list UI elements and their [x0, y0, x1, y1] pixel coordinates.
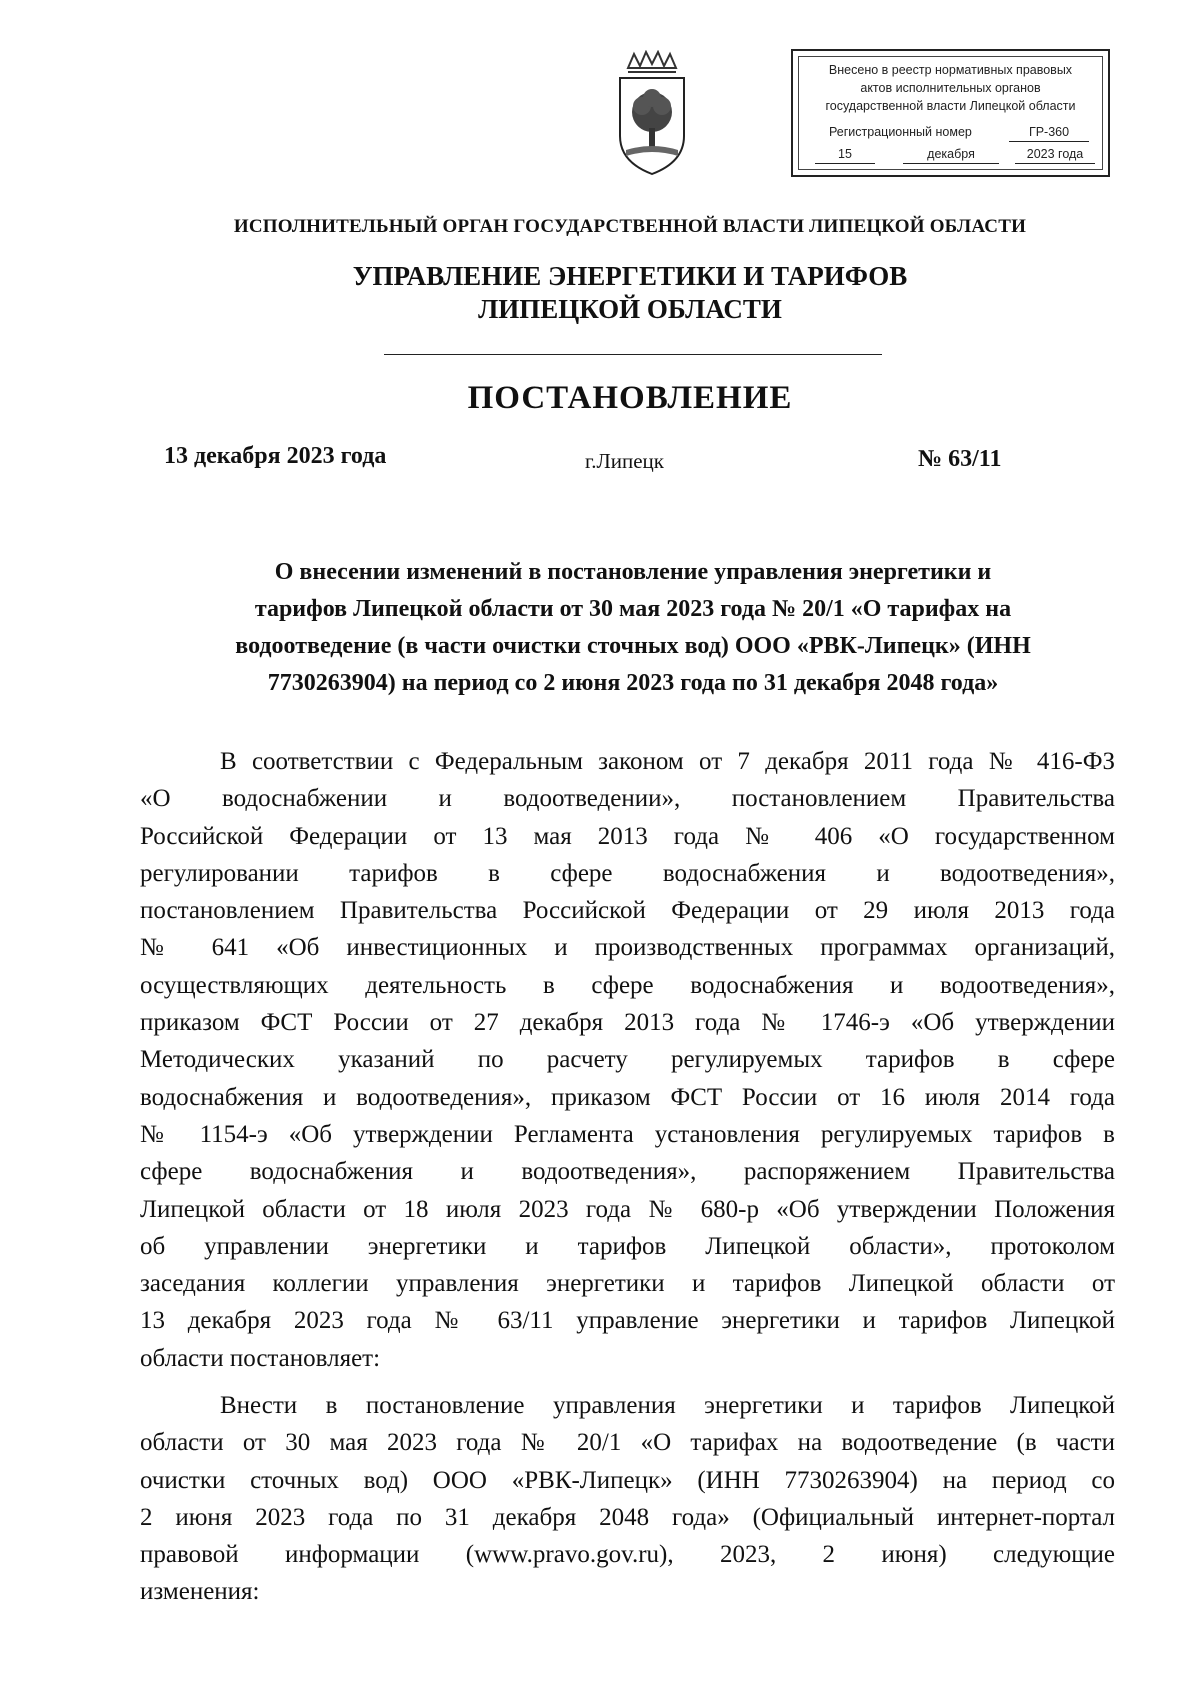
body-paragraph-1	[140, 743, 1115, 1377]
body-line: очистки сточных вод) ООО «РВК-Липецк» (ИНН 7730263904) на период со	[140, 1466, 1115, 1494]
header-divider	[384, 354, 882, 355]
stamp-line-1: Внесено в реестр нормативных правовых	[828, 63, 1073, 77]
body-paragraph-2	[140, 1387, 1115, 1611]
stamp-day: 15	[815, 145, 875, 164]
body-line: заседания коллегии управления энергетики и тарифов Липецкой области от	[140, 1270, 1115, 1298]
body-line: Методических указаний по расчету регулируемых тарифов в сфере	[140, 1046, 1115, 1074]
body-line: Внести в постановление управления энергетики и тарифов Липецкой	[220, 1392, 1115, 1419]
stamp-year: 2023 года	[1015, 145, 1095, 164]
body-line: «О водоснабжении и водоотведении», постановлением Правительства	[140, 785, 1115, 813]
body-line: 2 июня 2023 года по 31 декабря 2048 года» (Официальный интернет-портал	[140, 1503, 1115, 1531]
stamp-line-3: государственной власти Липецкой области	[825, 99, 1076, 113]
body-line: изменения:	[140, 1578, 260, 1606]
body-line: 13 декабря 2023 года № 63/11 управление энергетики и тарифов Липецкой	[140, 1307, 1115, 1335]
title-line: О внесении изменений в постановление управления энергетики и	[274, 559, 992, 585]
body-line: регулировании тарифов в сфере водоснабжения и водоотведения»,	[140, 859, 1115, 887]
stamp-reg-number: ГР-360	[1009, 123, 1089, 142]
department-line-2: ЛИПЕЦКОЙ ОБЛАСТИ	[478, 294, 782, 324]
body-line: постановлением Правительства Российской Федерации от 29 июля 2013 года	[140, 897, 1115, 925]
body-line: осуществляющих деятельность в сфере водоснабжения и водоотведения»,	[140, 971, 1115, 999]
stamp-inner-frame	[798, 56, 1103, 170]
agency-heading: ИСПОЛНИТЕЛЬНЫЙ ОРГАН ГОСУДАРСТВЕННОЙ ВЛАСТИ ЛИПЕЦКОЙ ОБЛАСТИ	[233, 216, 1027, 237]
body-line: № 641 «Об инвестиционных и производственных программах организаций,	[140, 934, 1115, 962]
body-line: правовой информации (www.pravo.gov.ru), 2023, 2 июня) следующие	[140, 1541, 1115, 1569]
stamp-month: декабря	[903, 145, 999, 164]
department-heading	[200, 260, 1060, 326]
body-line: Липецкой области от 18 июля 2023 года № 680-р «Об утверждении Положения	[140, 1195, 1115, 1223]
body-line: об управлении энергетики и тарифов Липецкой области», протоколом	[140, 1232, 1115, 1260]
document-date: 13 декабря 2023 года	[164, 443, 387, 469]
body-line: приказом ФСТ России от 27 декабря 2013 года № 1746-э «Об утверждении	[140, 1009, 1115, 1037]
stamp-line-2: актов исполнительных органов	[860, 81, 1041, 95]
document-title	[158, 554, 1108, 702]
registry-stamp	[791, 49, 1110, 177]
title-line: тарифов Липецкой области от 30 мая 2023 года № 20/1 «О тарифах на	[254, 596, 1012, 622]
body-line: области от 30 мая 2023 года № 20/1 «О тарифах на водоотведение (в части	[140, 1429, 1115, 1457]
title-line: 7730263904) на период со 2 июня 2023 года по 31 декабря 2048 года»	[267, 670, 999, 696]
body-line: В соответствии с Федеральным законом от 7 декабря 2011 года № 416-ФЗ	[220, 748, 1115, 775]
department-line-1: УПРАВЛЕНИЕ ЭНЕРГЕТИКИ И ТАРИФОВ	[352, 261, 908, 291]
coat-of-arms-emblem	[610, 50, 694, 182]
document-type: ПОСТАНОВЛЕНИЕ	[467, 380, 793, 416]
title-line: водоотведение (в части очистки сточных вод) ООО «РВК-Липецк» (ИНН	[235, 633, 1031, 659]
body-line: Российской Федерации от 13 мая 2013 года № 406 «О государственном	[140, 822, 1115, 850]
body-line: области постановляет:	[140, 1344, 381, 1372]
body-line: сфере водоснабжения и водоотведения», распоряжением Правительства	[140, 1158, 1115, 1186]
document-number: № 63/11	[918, 446, 1002, 472]
stamp-date-row	[799, 145, 1102, 165]
body-line: водоснабжения и водоотведения», приказом ФСТ России от 16 июля 2014 года	[140, 1083, 1115, 1111]
body-line: № 1154-э «Об утверждении Регламента установления регулируемых тарифов в	[140, 1120, 1115, 1148]
stamp-reg-label: Регистрационный номер	[829, 125, 972, 139]
document-city: г.Липецк	[585, 449, 664, 473]
